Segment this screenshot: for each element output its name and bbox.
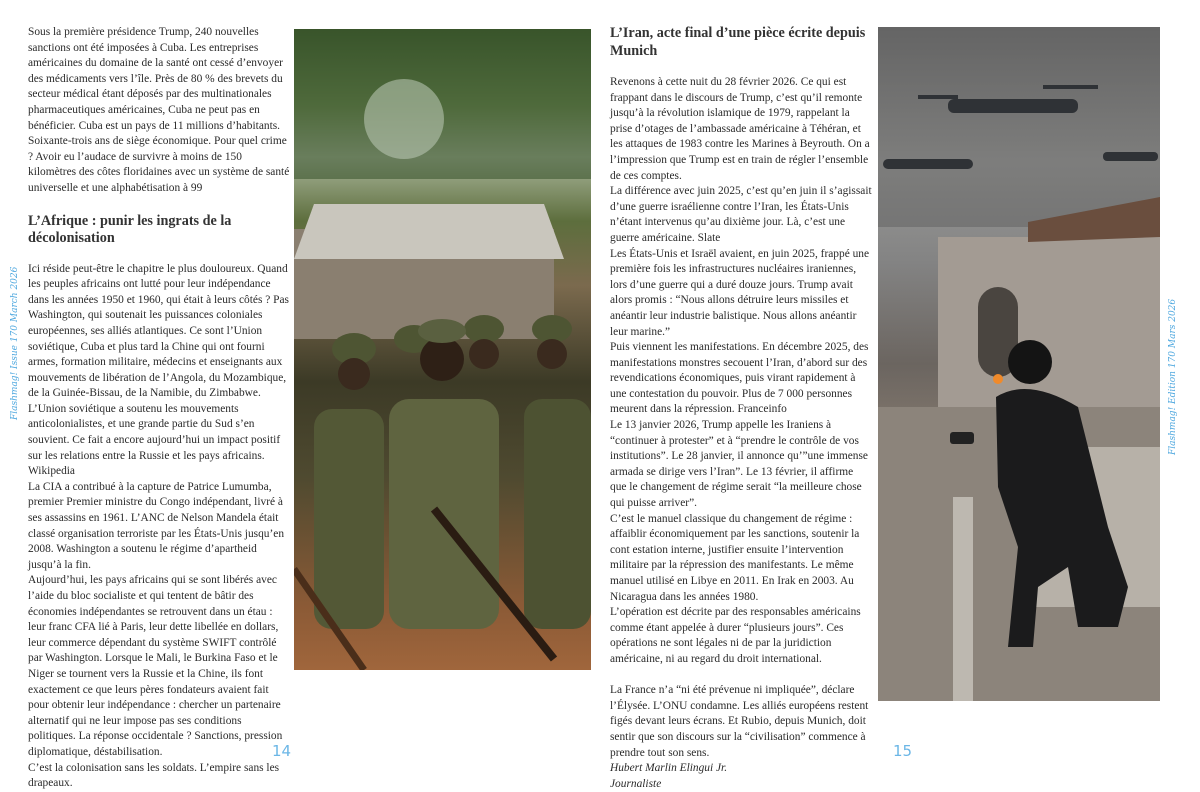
paragraph: Le 13 janvier 2026, Trump appelle les Iraniens à “continuer à protester” et à “prendre le contrôle de vos institutions”. Le 28 janvier, il annonce qu’”une immense armada se dirige vers l’Iran”. Le 13 février, il affirme que le changement de régime serait “la meilleure chose qui puisse arriver”.: [610, 419, 868, 510]
right-article-column: [610, 25, 872, 792]
closing-paragraph: La France n’a “ni été prévenue ni impliquée”, déclare l’Élysée. L’ONU condamne. Les alliés européens restent figés devant leurs écrans. Et Rubio, depuis Munich, doit sentir que son discours sur la “civilisation” commence à prendre tout son sens.: [610, 684, 869, 759]
paragraph: La différence avec juin 2025, c’est qu’en juin il s’agissait d’une guerre israélienne contre l’Iran, les États-Unis n’étant intervenus qu’au dixième jour. Là, c’est une guerre américaine. Slate: [610, 185, 872, 244]
paragraph: L’opération est décrite par des responsables américains comme étant appelée à durer “plusieurs jours”. Ces opérations ne sont légales ni de par la juridiction américaine, ni au regard du droit international.: [610, 606, 861, 665]
page-number: 14: [272, 742, 292, 760]
left-article-column: [28, 25, 290, 792]
drones-militant-photo: [878, 27, 1160, 701]
section-heading-iran: L’Iran, acte final d’une pièce écrite depuis Munich: [610, 25, 866, 59]
paragraph: L’Union soviétique a soutenu les mouvements anticolonialistes, et une grande partie du Sud s’en souvient. Ce fait a encore aujourd’hui un impact positif sur les relations entre la Russie et les pays africains. Wikipedia: [28, 402, 281, 478]
magazine-edition-label: Flashmag! Issue 170 March 2026: [10, 266, 20, 420]
african-soldiers-photo: [294, 29, 591, 670]
magazine-edition-label: Flashmag! Edition 170 Mars 2026: [1168, 298, 1178, 455]
paragraph: Ici réside peut-être le chapitre le plus douloureux. Quand les peuples africains ont lutté pour leur indépendance dans les années 1950 et 1960, qui était à leurs côtés ? Pas Washington, qui soutenait les puissances coloniales européennes, ses alliés atlantiques. Ce sont l’Union soviétique, Cuba et plus tard la Chine qui ont fourni armes, formation militaire, médecins et enseignants aux mouvements de libération de l’Angola, du Mozambique, de la Guinée-Bissau, de la Namibie, du Zimbabwe.: [28, 262, 289, 400]
section-heading-africa: L’Afrique : punir les ingrats de la décolonisation: [28, 212, 232, 247]
paragraph: C’est le manuel classique du changement de régime : affaiblir économiquement par les sanctions, soutenir la cont estation interne, justifier ensuite l’intervention militaire par la répression des manifestants. Le même manuel utilisé en Libye en 2011. En Irak en 2003. Au Nicaragua dans les années 1980.: [610, 512, 860, 603]
paragraph: Puis viennent les manifestations. En décembre 2025, des manifestations monstres secouent l’Iran, d’abord sur des revendications économiques, puis virant rapidement à une contestation du pouvoir. Plus de 7 000 personnes meurent dans la répression. Franceinfo: [610, 341, 869, 416]
page-number: 15: [893, 742, 913, 760]
author-role: Journaliste: [610, 777, 662, 790]
paragraph: La CIA a contribué à la capture de Patrice Lumumba, premier Premier ministre du Congo indépendant, livré à ses assassins en 1961. L’ANC de Nelson Mandela était classé organisation terroriste par les États-Unis jusqu’en 2008. Washington a soutenu le régime d’apartheid jusqu’à la fin.: [28, 480, 285, 571]
paragraph: Revenons à cette nuit du 28 février 2026. Ce qui est frappant dans le discours de Trump, c’est qu’il remonte jusqu’à la révolution islamique de 1979, rappelant la prise d’otages de l’ambassade américaine à Téhéran, et les attaques de 1983 contre les Marines à Beyrouth. On a l’impression que Trump est en train de régler l’ensemble de ces comptes.: [610, 76, 870, 182]
author-name: Hubert Marlin Elingui Jr.: [610, 762, 728, 775]
paragraph: Les États-Unis et Israël avaient, en juin 2025, frappé une première fois les infrastructures nucléaires iraniennes, lors d’une guerre qui a duré douze jours. Trump avait alors promis : “Nous allons détruire leurs missiles et anéantir leur industrie balistique. Nous allons anéantir leur marine.”: [610, 247, 870, 338]
intro-paragraph: Sous la première présidence Trump, 240 nouvelles sanctions ont été imposées à Cuba. Les entreprises américaines du domaine de la santé ont cessé d’envoyer des médicaments vers l’île. Près de 80 % des brevets du secteur médical étant déposés par des multinationales pharmaceutiques américaines, Cuba ne peut pas en bénéficier. Cuba est un pays de 11 millions d’habitants. Soixante-trois ans de siège économique. Pour quel crime ? Avoir eu l’audace de survivre à moins de 150 kilomètres des côtes floridaines avec un système de santé universelle et une alphabétisation à 99: [28, 26, 290, 194]
paragraph: Aujourd’hui, les pays africains qui se sont libérés avec l’aide du bloc socialiste et qui tentent de bâtir des économies indépendantes se retrouvent dans un étau : leur franc CFA lié à Paris, leur dette libellée en dollars, leur commerce dépendant du système SWIFT contrôlé par Washington. Lorsque le Mali, le Burkina Faso et le Niger se tournent vers la Russie et la Chine, ils font exactement ce que leurs pères fondateurs avaient fait pour obtenir leur indépendance : chercher un partenaire alternatif qui ne leur impose pas ses conditions politiques. La réponse occidentale ? Sanctions, pression diplomatique, déstabilisation.: [28, 574, 283, 758]
paragraph: C’est la colonisation sans les soldats. L’empire sans les drapeaux.: [28, 761, 280, 790]
